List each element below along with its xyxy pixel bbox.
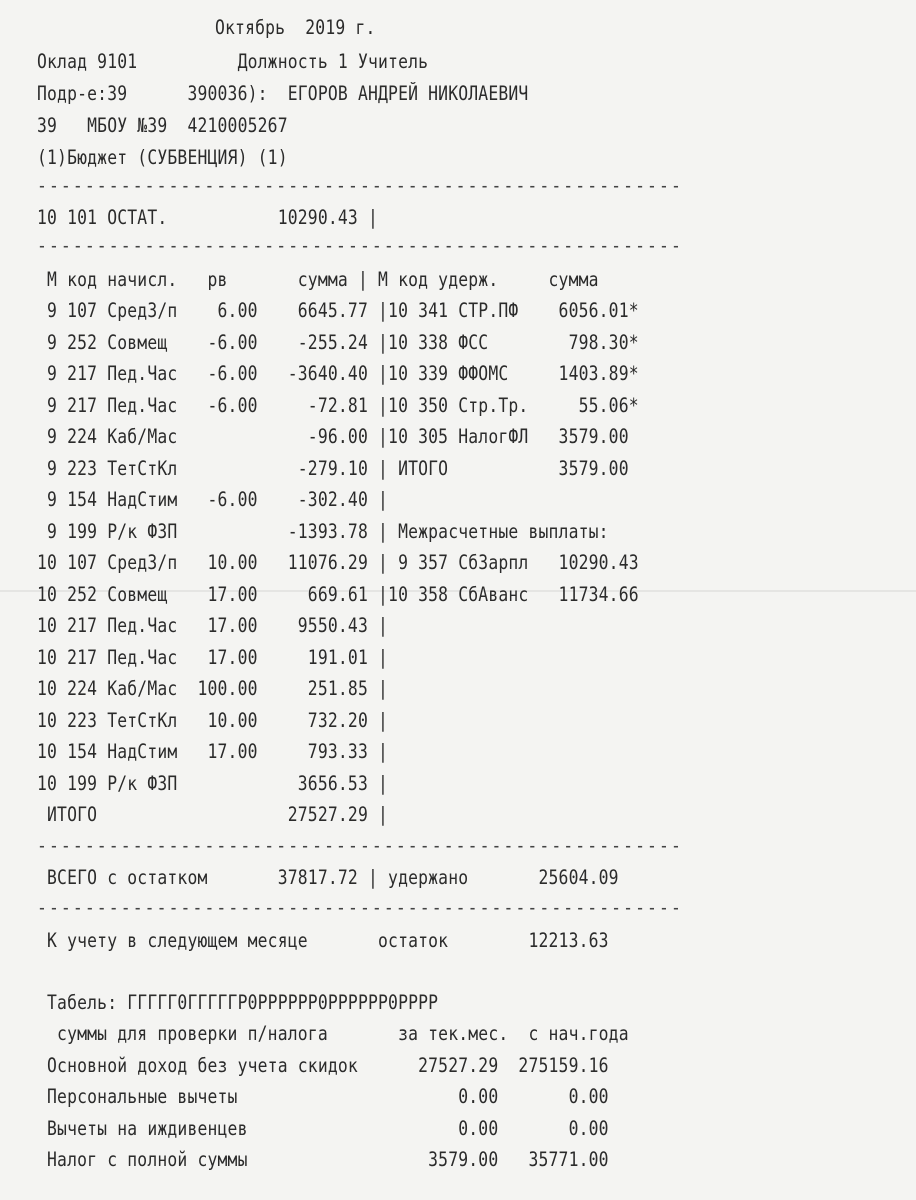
table-row: 9 217 Пед.Час -6.00 -72.81 |10 350 Стр.Тр. 55.06* <box>37 394 639 417</box>
separator-line: ------------------------------------------------------ <box>37 834 683 857</box>
budget-line: (1)Бюджет (СУБВЕНЦИЯ) (1) <box>37 146 288 169</box>
table-row: 9 223 ТетСтКл -279.10 | ИТОГО 3579.00 <box>37 457 629 480</box>
grand-total-line: ВСЕГО с остатком 37817.72 | удержано 25604.09 <box>37 866 619 889</box>
table-row: 10 252 Совмещ 17.00 669.61 |10 358 СбАванс 11734.66 <box>37 583 639 606</box>
table-row: 10 223 ТетСтКл 10.00 732.20 | <box>37 709 389 732</box>
table-row: 10 154 НадСтим 17.00 793.33 | <box>37 740 389 763</box>
balance-line: 10 101 ОСТАТ. 10290.43 | <box>37 206 379 229</box>
tax-check-row: Вычеты на иждивенцев 0.00 0.00 <box>37 1117 609 1140</box>
next-month-line: К учету в следующем месяце остаток 12213.63 <box>37 929 609 952</box>
salary-position-line: Оклад 9101 Должность 1 Учитель <box>37 50 429 73</box>
table-row: 9 217 Пед.Час -6.00 -3640.40 |10 339 ФФОМС 1403.89* <box>37 362 639 385</box>
table-row: 9 224 Каб/Мас -96.00 |10 305 НалогФЛ 3579.00 <box>37 425 629 448</box>
separator-line: ------------------------------------------------------ <box>37 896 683 919</box>
table-total-row: ИТОГО 27527.29 | <box>37 803 389 826</box>
tax-check-row: Основной доход без учета скидок 27527.29 275159.16 <box>37 1054 609 1077</box>
table-row: 10 199 Р/к ФЗП 3656.53 | <box>37 772 389 795</box>
organization-line: 39 МБОУ №39 4210005267 <box>37 114 288 137</box>
period-title: Октябрь 2019 г. <box>215 16 376 39</box>
separator-line: ------------------------------------------------------ <box>37 234 683 257</box>
tax-check-header: суммы для проверки п/налога за тек.мес. с нач.года <box>37 1022 629 1045</box>
table-row: 9 154 НадСтим -6.00 -302.40 | <box>37 488 389 511</box>
table-header: М код начисл. рв сумма | М код удерж. сумма <box>37 268 599 291</box>
table-row: 9 107 СредЗ/п 6.00 6645.77 |10 341 СТР.ПФ 6056.01* <box>37 299 639 322</box>
tax-check-row: Персональные вычеты 0.00 0.00 <box>37 1085 609 1108</box>
table-row: 9 252 Совмещ -6.00 -255.24 |10 338 ФСС 798.30* <box>37 331 639 354</box>
separator-line: ------------------------------------------------------ <box>37 174 683 197</box>
table-row: 10 217 Пед.Час 17.00 191.01 | <box>37 646 389 669</box>
table-row: 10 224 Каб/Мас 100.00 251.85 | <box>37 677 389 700</box>
tax-check-row: Налог с полной суммы 3579.00 35771.00 <box>37 1148 609 1171</box>
timesheet-line: Табель: ГГГГГ0ГГГГГР0РРРРРР0РРРРРР0РРРР <box>37 991 439 1014</box>
employee-line: Подр-е:39 390036): ЕГОРОВ АНДРЕЙ НИКОЛАЕВИЧ <box>37 82 529 105</box>
table-row: 9 199 Р/к ФЗП -1393.78 | Межрасчетные выплаты: <box>37 520 609 543</box>
table-row: 10 107 СредЗ/п 10.00 11076.29 | 9 357 СбЗарпл 10290.43 <box>37 551 639 574</box>
table-row: 10 217 Пед.Час 17.00 9550.43 | <box>37 614 389 637</box>
